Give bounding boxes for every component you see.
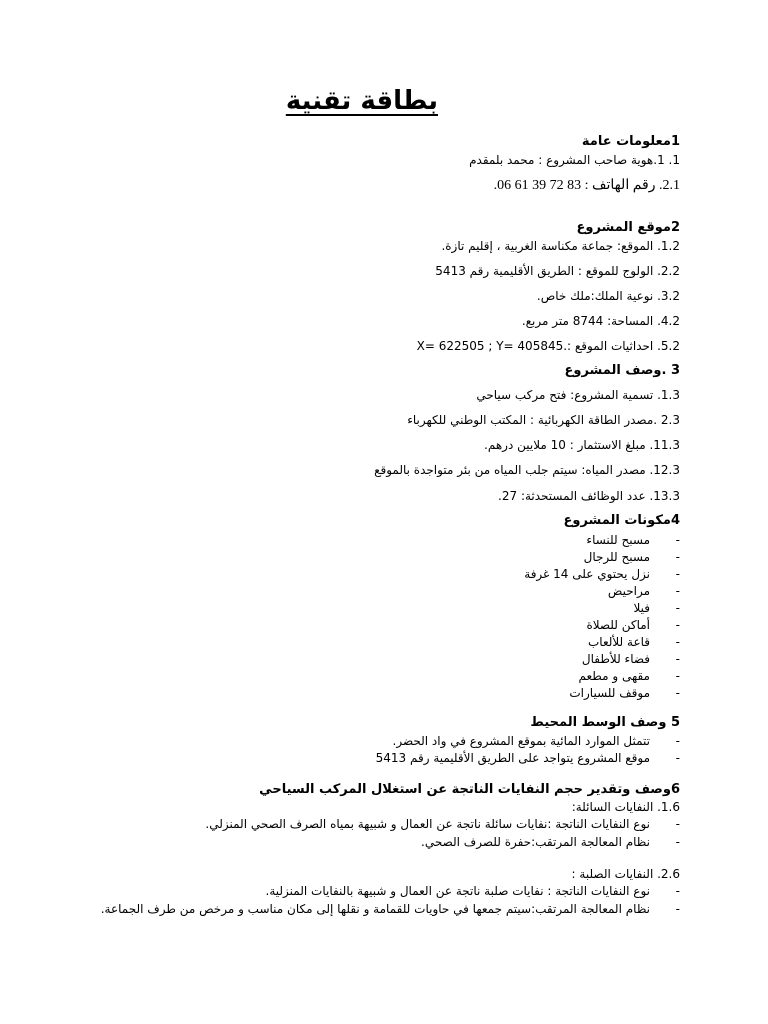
bullet-dash: - xyxy=(675,884,680,898)
bullet-dash: - xyxy=(675,567,680,581)
section-4-heading: 4مكونات المشروع xyxy=(563,513,680,528)
property-type: 3.2. نوعية الملك:ملك خاص. xyxy=(536,289,680,303)
list-item: مقهى و مطعم xyxy=(578,669,650,683)
list-item: موقع المشروع يتواجد على الطريق الأقليمية رقم 5413 xyxy=(375,751,650,765)
list-item: قاعة للألعاب xyxy=(587,635,650,649)
list-item: مسبح للنساء xyxy=(586,533,650,547)
bullet-dash: - xyxy=(675,618,680,632)
bullet-dash: - xyxy=(675,669,680,683)
project-name: 1.3. تسمية المشروع: فتح مركب سياحي xyxy=(476,388,680,402)
section-3-heading: 3 .وصف المشروع xyxy=(564,363,680,378)
section-5-heading: 5 وصف الوسط المحيط xyxy=(530,715,680,730)
solid-waste-heading: 2.6. النفايات الصلبة : xyxy=(571,867,680,881)
bullet-dash: - xyxy=(675,902,680,916)
bullet-dash: - xyxy=(675,652,680,666)
list-item: نوع النفايات الناتجة :نفايات سائلة ناتجة عن العمال و شبيهة بمياه الصرف الصحي المنزلي. xyxy=(205,817,650,831)
list-item: أماكن للصلاة xyxy=(586,618,650,632)
list-item: نوع النفايات الناتجة : نفايات صلبة ناتجة عن العمال و شبيهة بالنفايات المنزلية. xyxy=(265,884,650,898)
site-coordinates: 5.2. احداثيات الموقع :.X= 622505 ; Y= 405845 xyxy=(416,339,680,353)
list-item: فضاء للأطفال xyxy=(581,652,650,666)
section-1-heading: 1معلومات عامة xyxy=(581,134,680,149)
bullet-dash: - xyxy=(675,584,680,598)
bullet-dash: - xyxy=(675,550,680,564)
phone-number: 2.1. رقم الهاتف : 83 72 39 61 06. xyxy=(493,178,680,193)
bullet-dash: - xyxy=(675,686,680,700)
bullet-dash: - xyxy=(675,533,680,547)
liquid-waste-heading: 1.6. النفايات السائلة: xyxy=(571,800,680,814)
bullet-dash: - xyxy=(675,734,680,748)
document-title: بطاقة تقنية xyxy=(285,86,438,116)
bullet-dash: - xyxy=(675,751,680,765)
bullet-dash: - xyxy=(675,835,680,849)
jobs-created: 13.3. عدد الوظائف المستحدثة: 27. xyxy=(498,489,680,503)
list-item: فيلا xyxy=(633,601,650,615)
list-item: مسبح للرجال xyxy=(583,550,650,564)
site-area: 4.2. المساحة: 8744 متر مربع. xyxy=(521,314,680,328)
section-6-heading: 6وصف وتقدير حجم النفايات الناتجة عن استغلال المركب السياحي xyxy=(259,782,680,797)
investment-amount: 11.3. مبلغ الاستثمار : 10 ملايين درهم. xyxy=(484,438,680,452)
energy-source: 2.3 .مصدر الطاقة الكهربائية : المكتب الوطني للكهرباء xyxy=(407,413,680,427)
list-item: تتمثل الموارد المائية بموقع المشروع في واد الحضر. xyxy=(392,734,650,748)
list-item: نظام المعالجة المرتقب:حفرة للصرف الصحي. xyxy=(421,835,650,849)
water-source: 12.3. مصدر المياه: سيتم جلب المياه من بئر متواجدة بالموقع xyxy=(374,463,680,477)
owner-identity: 1. 1.هوية صاحب المشروع : محمد بلمقدم xyxy=(469,153,680,167)
site-location: 1.2. الموقع: جماعة مكناسة الغربية ، إقليم تازة. xyxy=(441,239,680,253)
bullet-dash: - xyxy=(675,635,680,649)
list-item: نظام المعالجة المرتقب:سيتم جمعها في حاويات للقمامة و نقلها إلى مكان مناسب و مرخص من طرف الجماعة. xyxy=(100,902,650,916)
list-item: موقف للسيارات xyxy=(569,686,650,700)
site-access: 2.2. الولوج للموقع : الطريق الأقليمية رقم 5413 xyxy=(435,264,680,278)
list-item: مراحيض xyxy=(607,584,650,598)
bullet-dash: - xyxy=(675,817,680,831)
list-item: نزل يحتوي على 14 غرفة xyxy=(524,567,650,581)
section-2-heading: 2موقع المشروع xyxy=(576,220,680,235)
bullet-dash: - xyxy=(675,601,680,615)
